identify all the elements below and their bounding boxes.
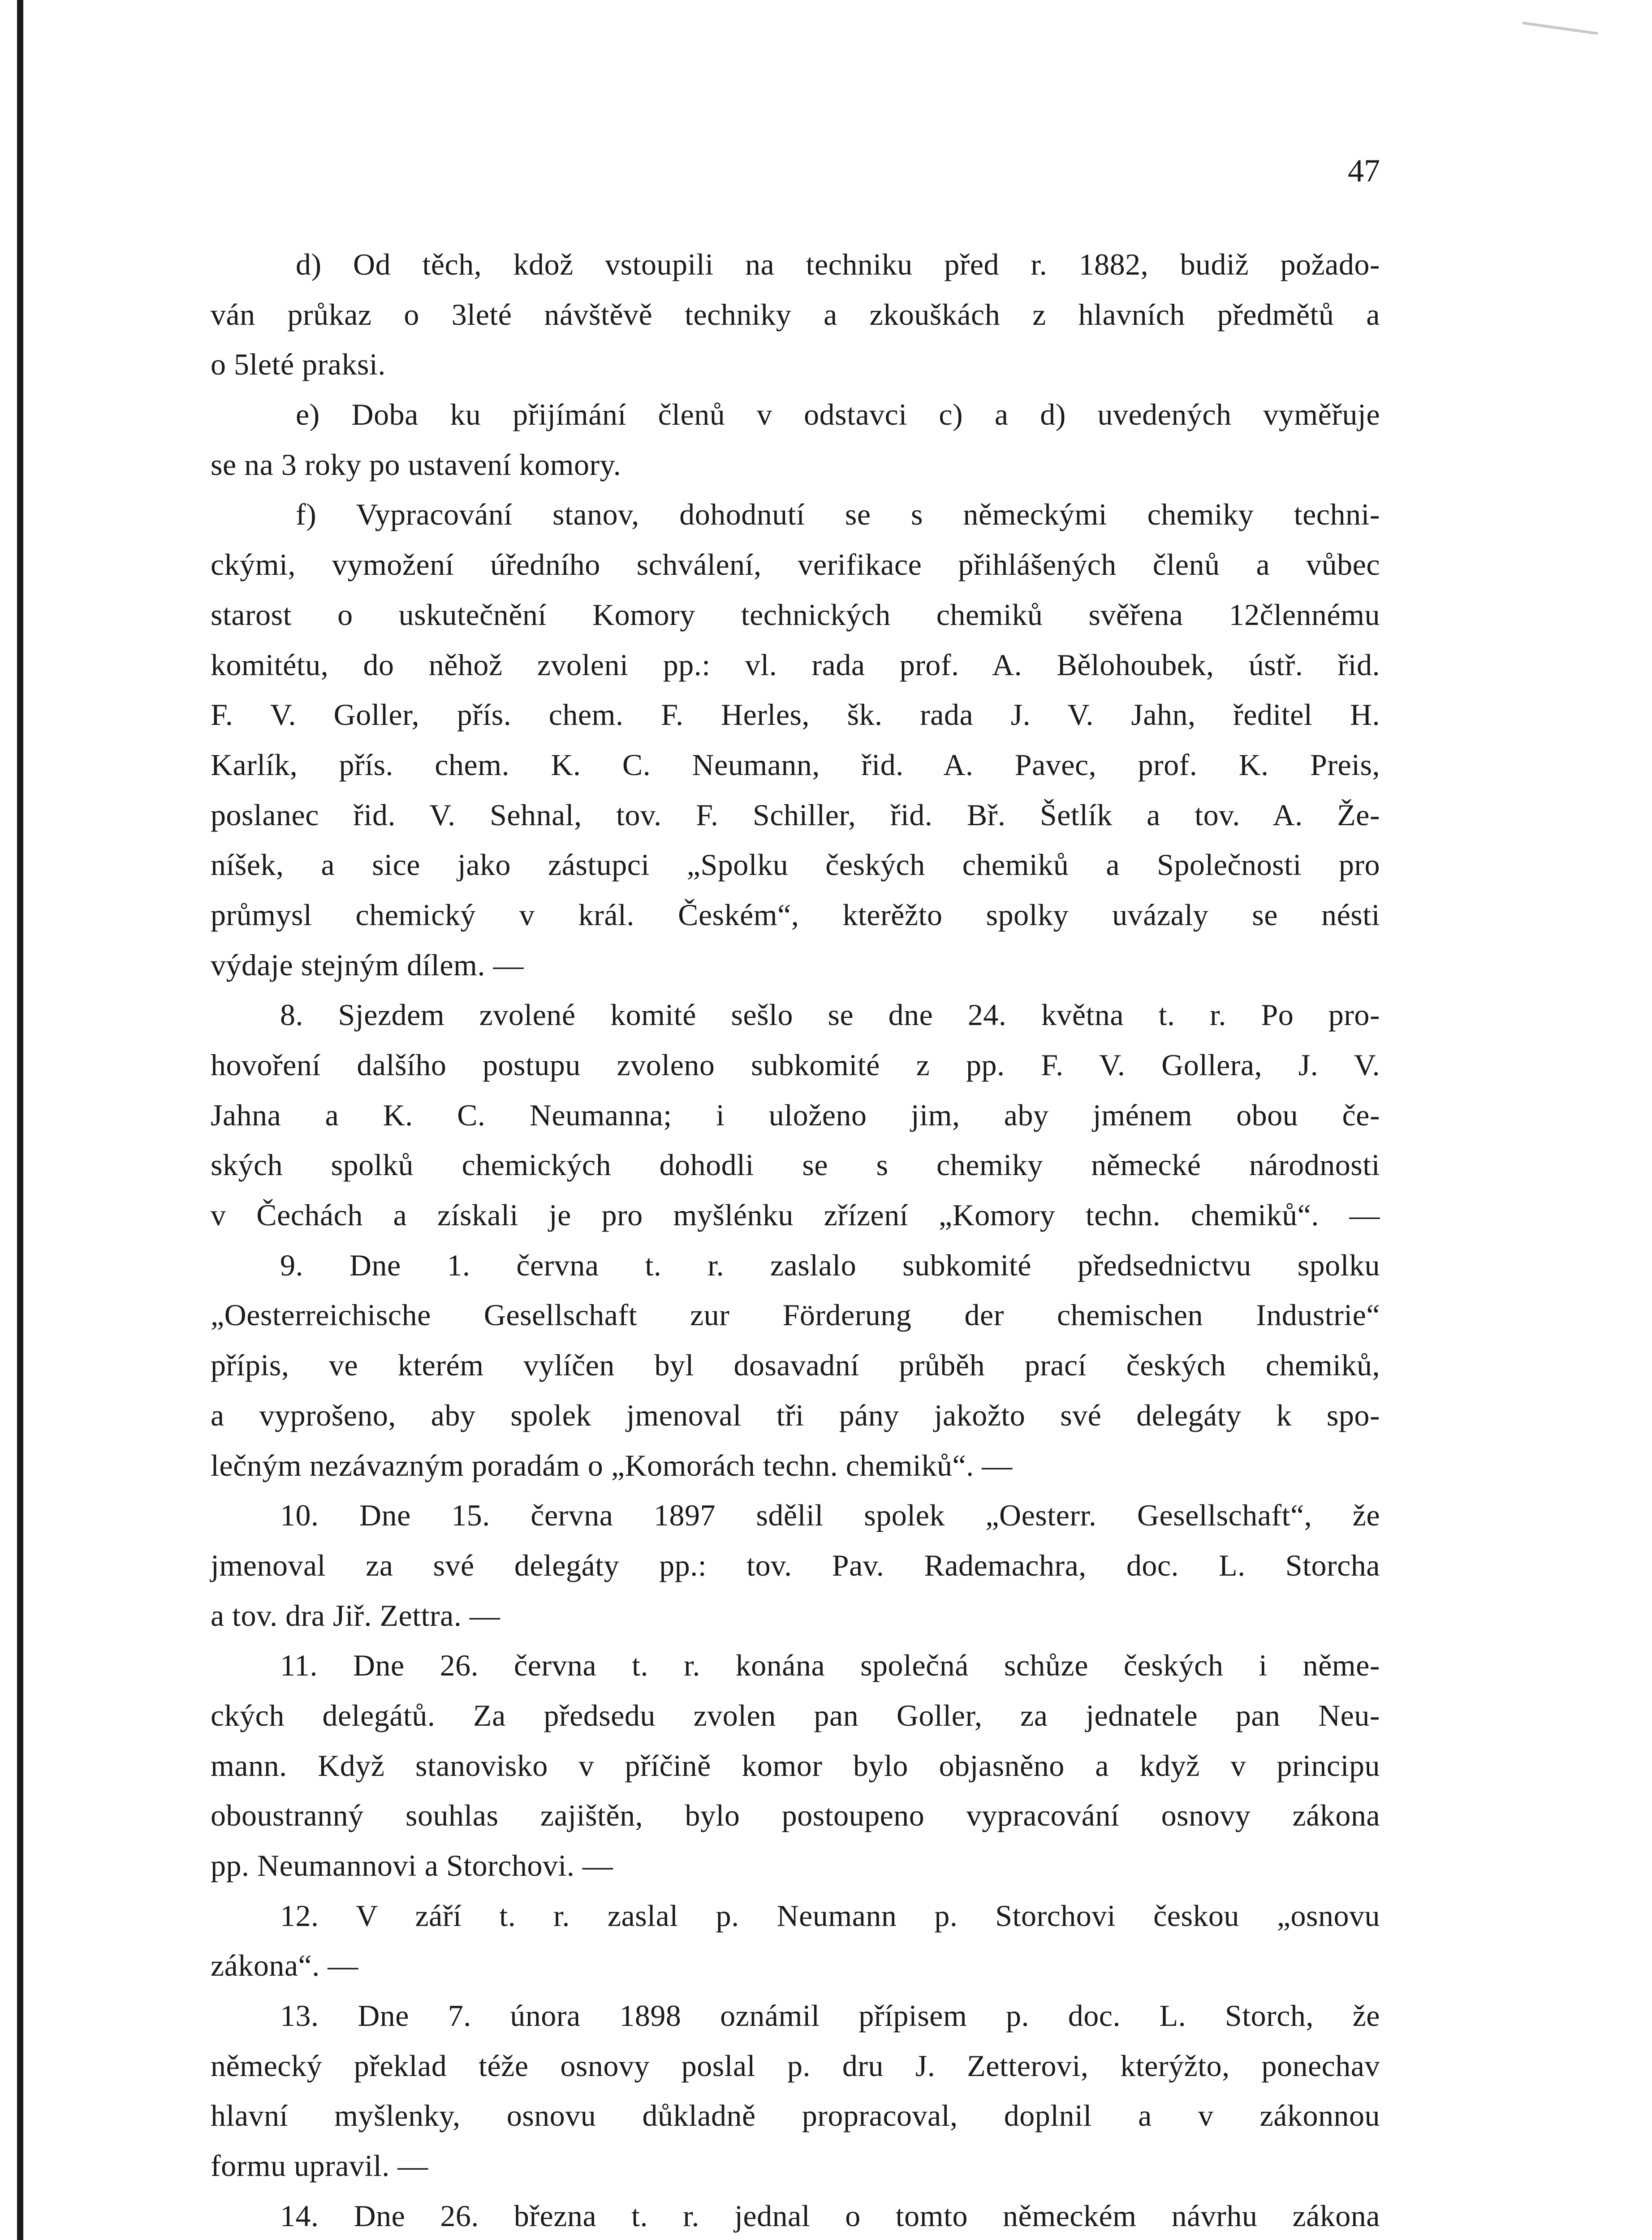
text-line: průmysl chemický v král. Českém“, kterěžto spolky uvázaly se nésti <box>211 897 1380 932</box>
text-line: d) Od těch, kdož vstoupili na techniku před r. 1882, budiž požado- <box>296 247 1380 281</box>
text-line: 8. Sjezdem zvolené komité sešlo se dne 24. května t. r. Po pro- <box>280 998 1380 1032</box>
text-line: německý překlad téže osnovy poslal p. dru J. Zetterovi, kterýžto, ponechav <box>211 2048 1380 2083</box>
text-line: Karlík, přís. chem. K. C. Neumann, řid. A. Pavec, prof. K. Preis, <box>211 747 1380 782</box>
text-line: ckými, vymožení úředního schválení, verifikace přihlášených členů a vůbec <box>211 547 1380 582</box>
text-line: ván průkaz o 3leté návštěvě techniky a zkouškách z hlavních předmětů a <box>211 297 1380 332</box>
text-line: ských spolků chemických dohodli se s chemiky německé národnosti <box>211 1148 1380 1182</box>
text-line: přípis, ve kterém vylíčen byl dosavadní průběh prací českých chemiků, <box>211 1348 1380 1383</box>
text-line: hlavní myšlenky, osnovu důkladně propracoval, doplnil a v zákonnou <box>211 2098 1380 2133</box>
text-line: výdaje stejným dílem. — <box>211 948 524 982</box>
text-line: hovoření dalšího postupu zvoleno subkomité z pp. F. V. Gollera, J. V. <box>211 1048 1380 1082</box>
text-line: F. V. Goller, přís. chem. F. Herles, šk. rada J. V. Jahn, ředitel H. <box>211 698 1380 732</box>
text-line: 13. Dne 7. února 1898 oznámil přípisem p. doc. L. Storch, že <box>280 1999 1380 2033</box>
text-line: komitétu, do něhož zvoleni pp.: vl. rada prof. A. Bělohoubek, ústř. řid. <box>211 647 1380 682</box>
scan-corner-artifact <box>1522 22 1598 35</box>
text-line: jmenoval za své delegáty pp.: tov. Pav. Rademachra, doc. L. Storcha <box>211 1548 1380 1582</box>
text-line: lečným nezávazným poradám o „Komorách techn. chemiků“. — <box>211 1448 1013 1482</box>
text-line: „Oesterreichische Gesellschaft zur Förderung der chemischen Industrie“ <box>211 1298 1380 1332</box>
text-line: a vyprošeno, aby spolek jmenoval tři pány jakožto své delegáty k spo- <box>211 1398 1380 1432</box>
text-line: 11. Dne 26. června t. r. konána společná schůze českých i něme- <box>280 1648 1380 1683</box>
text-line: se na 3 roky po ustavení komory. <box>211 447 621 482</box>
text-line: pp. Neumannovi a Storchovi. — <box>211 1848 613 1882</box>
text-line: poslanec řid. V. Sehnal, tov. F. Schiller, řid. Bř. Šetlík a tov. A. Že- <box>211 797 1380 832</box>
text-line: o 5leté praksi. <box>211 347 386 382</box>
scan-spine-edge <box>17 0 23 2240</box>
text-line: f) Vypracování stanov, dohodnutí se s německými chemiky techni- <box>296 497 1380 532</box>
text-line: zákona“. — <box>211 1948 358 1983</box>
text-line: oboustranný souhlas zajištěn, bylo postoupeno vypracování osnovy zákona <box>211 1798 1380 1833</box>
text-line: 9. Dne 1. června t. r. zaslalo subkomité předsednictvu spolku <box>280 1248 1380 1282</box>
body-text <box>211 240 1380 2240</box>
text-line: níšek, a sice jako zástupci „Spolku českých chemiků a Společnosti pro <box>211 848 1380 882</box>
text-line: ckých delegátů. Za předsedu zvolen pan Goller, za jednatele pan Neu- <box>211 1698 1380 1732</box>
text-line: e) Doba ku přijímání členů v odstavci c) a d) uvedených vyměřuje <box>296 397 1380 432</box>
page-number: 47 <box>1348 153 1380 189</box>
text-line: 10. Dne 15. června 1897 sdělil spolek „Oesterr. Gesellschaft“, že <box>280 1498 1380 1533</box>
text-line: Jahna a K. C. Neumanna; i uloženo jim, aby jménem obou če- <box>211 1098 1380 1132</box>
text-line: starost o uskutečnění Komory technických chemiků svěřena 12člennému <box>211 597 1380 632</box>
text-line: 12. V září t. r. zaslal p. Neumann p. Storchovi českou „osnovu <box>280 1898 1380 1933</box>
text-line: a tov. dra Jiř. Zettra. — <box>211 1598 500 1633</box>
text-line: 14. Dne 26. března t. r. jednal o tomto německém návrhu zákona <box>280 2198 1380 2233</box>
text-line: mann. Když stanovisko v příčině komor bylo objasněno a když v principu <box>211 1748 1380 1783</box>
text-line: formu upravil. — <box>211 2149 428 2183</box>
text-line: v Čechách a získali je pro myšlénku zřízení „Komory techn. chemiků“. — <box>211 1198 1380 1232</box>
